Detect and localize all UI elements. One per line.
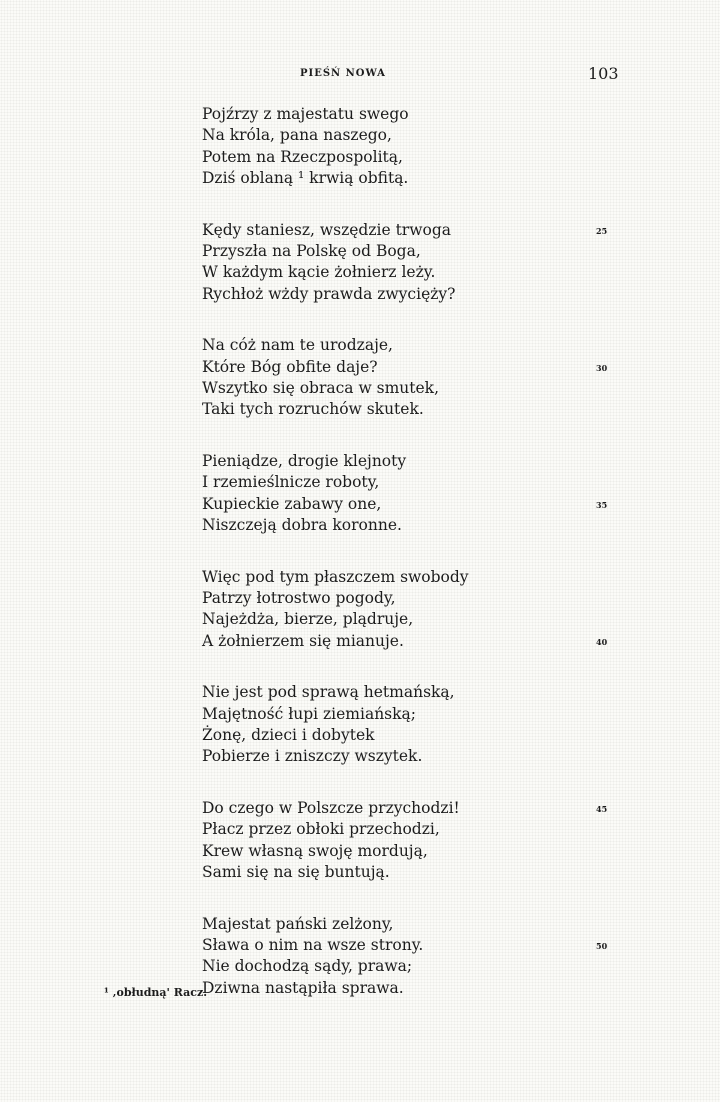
verse-text: Najeżdża, bierze, plądruje, — [202, 610, 414, 629]
verse-text: Pobierze i zniszczy wszytek. — [202, 747, 423, 766]
verse-text: Które Bóg obfite daje? — [202, 357, 378, 376]
stanza-3 — [0, 335, 720, 420]
verse-text: Majestat pański zelżony, — [202, 914, 394, 933]
verse-text: W każdym kącie żołnierz leży. — [202, 263, 436, 282]
verse-line — [0, 746, 720, 767]
stanza-2 — [0, 220, 720, 305]
page-number: 103 — [588, 64, 619, 83]
verse-text: Niszczeją dobra koronne. — [202, 515, 402, 534]
verse-text: Dziś oblaną ¹ krwią obfitą. — [202, 168, 409, 187]
verse-line — [0, 472, 720, 493]
line-number: 50 — [596, 941, 608, 952]
verse-line — [0, 284, 720, 305]
verse-line — [0, 819, 720, 840]
stanza-1 — [0, 104, 720, 189]
verse-text: Więc pod tym płaszczem swobody — [202, 567, 469, 586]
footnote: ¹ ‚obłudną' Racz. — [104, 986, 208, 999]
verse-line — [0, 451, 720, 472]
verse-text: Potem na Rzeczpospolitą, — [202, 147, 403, 166]
verse-line — [0, 935, 720, 956]
verse-line — [0, 798, 720, 819]
verse-text: Kupieckie zabawy one, — [202, 494, 382, 513]
verse-text: Płacz przez obłoki przechodzi, — [202, 820, 440, 839]
verse-text: Majętność łupi ziemiańską; — [202, 704, 416, 723]
verse-text: Kędy staniesz, wszędzie trwoga — [202, 220, 451, 239]
verse-line — [0, 399, 720, 420]
verse-text: Żonę, dzieci i dobytek — [202, 726, 375, 745]
verse-line — [0, 168, 720, 189]
stanza-6 — [0, 682, 720, 767]
verse-line — [0, 914, 720, 935]
verse-line — [0, 956, 720, 977]
verse-line — [0, 220, 720, 241]
verse-text: Nie dochodzą sądy, prawa; — [202, 957, 413, 976]
stanza-7 — [0, 798, 720, 883]
verse-text: Rychłoż wżdy prawda zwycięży? — [202, 284, 456, 303]
verse-line — [0, 241, 720, 262]
verse-line — [0, 357, 720, 378]
line-number: 45 — [596, 804, 608, 815]
verse-line — [0, 335, 720, 356]
running-head: PIEŚŃ NOWA — [300, 68, 386, 79]
line-number: 35 — [596, 499, 608, 510]
verse-line — [0, 588, 720, 609]
verse-text: Na króla, pana naszego, — [202, 126, 392, 145]
verse-line — [0, 104, 720, 125]
verse-line — [0, 262, 720, 283]
verse-text: Pieniądze, drogie klejnoty — [202, 452, 407, 471]
stanza-4 — [0, 451, 720, 536]
line-number: 30 — [596, 362, 608, 373]
verse-line — [0, 125, 720, 146]
verse-line — [0, 704, 720, 725]
verse-text: Sława o nim na wsze strony. — [202, 936, 424, 955]
verse-line — [0, 631, 720, 652]
verse-line — [0, 515, 720, 536]
verse-line — [0, 494, 720, 515]
verse-text: Sami się na się buntują. — [202, 863, 390, 882]
verse-text: Dziwna nastąpiła sprawa. — [202, 978, 404, 997]
poem — [0, 104, 720, 1030]
verse-text: Wszytko się obraca w smutek, — [202, 378, 440, 397]
verse-text: Do czego w Polszcze przychodzi! — [202, 799, 460, 818]
verse-text: I rzemieślnicze roboty, — [202, 473, 380, 492]
verse-line — [0, 725, 720, 746]
stanza-5 — [0, 567, 720, 652]
verse-text: A żołnierzem się mianuje. — [202, 631, 404, 650]
verse-line — [0, 147, 720, 168]
verse-line — [0, 378, 720, 399]
verse-text: Taki tych rozruchów skutek. — [202, 400, 424, 419]
verse-line — [0, 682, 720, 703]
line-number: 40 — [596, 636, 608, 647]
verse-text: Krew własną swoję mordują, — [202, 841, 428, 860]
verse-line — [0, 862, 720, 883]
verse-text: Przyszła na Polskę od Boga, — [202, 241, 421, 260]
verse-text: Nie jest pod sprawą hetmańską, — [202, 683, 455, 702]
verse-text: Patrzy łotrostwo pogody, — [202, 589, 396, 608]
verse-text: Pojźrzy z majestatu swego — [202, 105, 409, 123]
verse-line — [0, 841, 720, 862]
verse-line — [0, 567, 720, 588]
verse-line — [0, 609, 720, 630]
verse-text: Na cóż nam te urodzaje, — [202, 336, 393, 355]
line-number: 25 — [596, 225, 608, 236]
